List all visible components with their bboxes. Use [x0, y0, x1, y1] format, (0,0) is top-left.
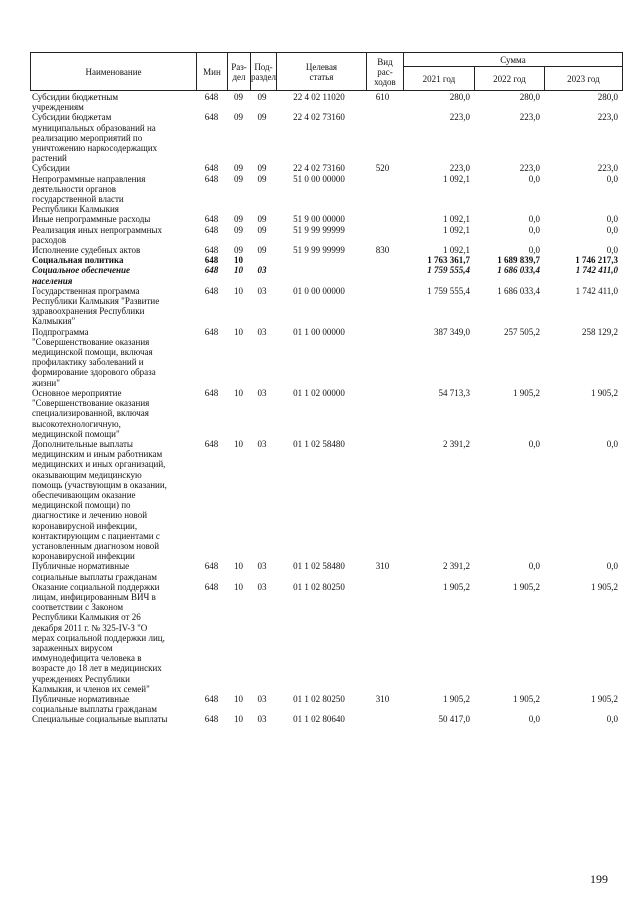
- cell-name: Субсидии: [32, 163, 70, 174]
- cell-cs: 01 0 00 00000: [293, 285, 345, 296]
- cell-y3: 0,0: [606, 714, 618, 725]
- cell-name: Публичные нормативные социальные выплаты гражданам: [32, 693, 157, 715]
- table-row: [30, 265, 620, 285]
- table-row: [30, 388, 620, 439]
- cell-cs: 51 9 00 00000: [293, 214, 345, 225]
- cell-pod: 09: [257, 92, 267, 102]
- cell-min: 648: [204, 285, 219, 296]
- cell-y3: 280,0: [597, 92, 618, 102]
- cell-min: 648: [204, 326, 219, 337]
- cell-cs: 01 1 02 80250: [293, 581, 345, 592]
- header-min: Мин: [197, 53, 228, 91]
- cell-y2: 0,0: [528, 714, 540, 725]
- cell-y3: 1 905,2: [591, 581, 618, 592]
- cell-raz: 09: [234, 92, 243, 102]
- cell-vid: [364, 388, 401, 439]
- cell-min: 648: [204, 265, 219, 276]
- header-target: Целевая статья: [276, 53, 366, 91]
- cell-name: Социальное обеспечение населения: [32, 265, 131, 286]
- cell-cs: 01 1 02 80640: [293, 714, 345, 725]
- cell-vid: 610: [375, 92, 390, 102]
- cell-pod: 03: [257, 326, 267, 337]
- cell-raz: 09: [234, 245, 243, 256]
- cell-raz: 10: [234, 581, 243, 592]
- cell-y2: 0,0: [528, 438, 540, 449]
- table-row: [30, 245, 620, 255]
- table-row: [30, 327, 620, 388]
- cell-min: 648: [204, 173, 219, 184]
- cell-y2: 1 905,2: [513, 581, 540, 592]
- cell-y1: 1 092,1: [443, 224, 470, 235]
- cell-pod: 03: [257, 387, 267, 398]
- cell-y3: 0,0: [606, 561, 618, 572]
- cell-name: Социальная политика: [32, 255, 124, 266]
- table-header: [30, 52, 623, 91]
- header-vid: Вид рас- ходов: [366, 53, 403, 91]
- cell-y1: 2 391,2: [443, 561, 470, 572]
- cell-y3: 258 129,2: [582, 326, 618, 337]
- cell-cs: 22 4 02 11020: [293, 92, 345, 102]
- cell-pod: [250, 255, 274, 265]
- cell-raz: 09: [234, 224, 243, 235]
- cell-cs: 51 9 99 99999: [293, 245, 345, 256]
- table-row: [30, 225, 620, 245]
- cell-y1: 1 905,2: [443, 693, 470, 704]
- cell-y3: 1 905,2: [591, 387, 618, 398]
- cell-vid: [364, 265, 401, 285]
- cell-vid: 310: [375, 561, 390, 572]
- cell-min: 648: [204, 714, 219, 725]
- cell-cs: 01 1 02 58480: [293, 438, 345, 449]
- table-row: [30, 255, 620, 265]
- cell-y3: 0,0: [606, 173, 618, 184]
- cell-pod: 03: [257, 581, 267, 592]
- table-row: [30, 92, 620, 112]
- cell-raz: 09: [234, 163, 243, 174]
- cell-y3: 0,0: [606, 214, 618, 225]
- header-sum: Сумма: [403, 53, 622, 67]
- cell-cs: 01 1 02 80250: [293, 693, 345, 704]
- cell-name: Непрограммные направления деятельности органов государственной власти Республики Калмыкия: [32, 173, 146, 215]
- cell-raz: 09: [234, 214, 243, 225]
- cell-cs: [274, 255, 364, 265]
- cell-vid: [364, 327, 401, 388]
- cell-y3: 0,0: [606, 224, 618, 235]
- cell-name: Реализация иных непрограммных расходов: [32, 224, 162, 245]
- cell-cs: 51 9 99 99999: [293, 224, 345, 235]
- cell-pod: 03: [257, 714, 267, 725]
- cell-cs: 01 1 00 00000: [293, 326, 345, 337]
- table-row: [30, 174, 620, 215]
- table-body: [30, 92, 620, 725]
- cell-raz: 10: [234, 561, 243, 572]
- cell-vid: [364, 225, 401, 245]
- cell-y2: 1 686 033,4: [497, 285, 540, 296]
- header-2023: 2023 год: [544, 67, 622, 91]
- cell-y2: 280,0: [519, 92, 540, 102]
- cell-vid: 830: [375, 245, 390, 256]
- header-2022: 2022 год: [474, 67, 544, 91]
- cell-min: 648: [204, 693, 219, 704]
- cell-vid: [364, 714, 401, 724]
- cell-y2: 1 686 033,4: [497, 265, 540, 276]
- cell-y3: 0,0: [606, 438, 618, 449]
- cell-raz: 10: [234, 265, 243, 276]
- cell-name: Субсидии бюджетам муниципальных образований на реализацию мероприятий по уничтожению наркосодержащих растений: [32, 112, 158, 164]
- cell-y1: 1 092,1: [443, 214, 470, 225]
- table-row: [30, 582, 620, 694]
- cell-y3: 1 742 411,0: [575, 265, 618, 276]
- cell-name: Специальные социальные выплаты: [32, 714, 168, 725]
- cell-y1: 280,0: [449, 92, 470, 102]
- cell-vid: [364, 255, 401, 265]
- cell-cs: 51 0 00 00000: [293, 173, 345, 184]
- cell-pod: 09: [257, 163, 267, 174]
- cell-min: 648: [204, 581, 219, 592]
- header-2021: 2021 год: [403, 67, 474, 91]
- cell-name: Иные непрограммные расходы: [32, 214, 151, 225]
- cell-y3: 223,0: [597, 163, 618, 174]
- cell-y2: 257 505,2: [504, 326, 540, 337]
- cell-min: 648: [204, 387, 219, 398]
- cell-y1: 1 092,1: [443, 245, 470, 256]
- cell-cs: 22 4 02 73160: [293, 163, 345, 174]
- cell-y2: 0,0: [528, 173, 540, 184]
- cell-vid: [364, 286, 401, 327]
- cell-pod: 09: [257, 224, 267, 235]
- table-row: [30, 694, 620, 714]
- cell-min: 648: [204, 214, 219, 225]
- cell-raz: 10: [234, 255, 243, 266]
- cell-y1: 1 759 555,4: [427, 285, 470, 296]
- cell-cs: 01 1 02 58480: [293, 561, 345, 572]
- cell-y3: 0,0: [606, 245, 618, 256]
- cell-y1: 387 349,0: [434, 326, 470, 337]
- cell-name: Субсидии бюджетным учреждениям: [32, 92, 119, 113]
- cell-vid: 520: [375, 163, 390, 174]
- table-row: [30, 163, 620, 173]
- cell-y1: 54 713,3: [438, 387, 470, 398]
- cell-y2: 223,0: [519, 163, 540, 174]
- cell-vid: 310: [375, 693, 390, 704]
- cell-raz: 10: [234, 326, 243, 337]
- cell-y3: 1 742 411,0: [575, 285, 618, 296]
- cell-y1: 1 092,1: [443, 173, 470, 184]
- cell-y3: 1 905,2: [591, 693, 618, 704]
- cell-name: Основное мероприятие "Совершенствование оказания специализированной, включая высокотехнологичную, медицинской помощи": [32, 387, 150, 439]
- cell-y2: 1 905,2: [513, 387, 540, 398]
- cell-raz: 09: [234, 112, 243, 123]
- cell-raz: 10: [234, 387, 243, 398]
- cell-raz: 10: [234, 714, 243, 725]
- cell-pod: 03: [257, 285, 267, 296]
- cell-pod: 09: [257, 173, 267, 184]
- cell-min: 648: [204, 224, 219, 235]
- cell-vid: [364, 582, 401, 694]
- cell-pod: 03: [257, 265, 267, 276]
- cell-min: 648: [204, 255, 219, 266]
- cell-name: Государственная программа Республики Калмыкия "Развитие здравоохранения Республики Калмыкия": [32, 285, 160, 327]
- cell-y1: 1 763 361,7: [427, 255, 470, 266]
- cell-vid: [364, 439, 401, 561]
- cell-vid: [364, 174, 401, 215]
- cell-name: Подпрограмма "Совершенствование оказания медицинской помощи, включая профилактику заболеваний и формирование здорового образа жизни": [32, 326, 156, 388]
- cell-y3: 1 746 217,3: [575, 255, 618, 266]
- cell-name: Исполнение судебных актов: [32, 245, 141, 256]
- cell-cs: 01 1 02 00000: [293, 387, 345, 398]
- cell-raz: 10: [234, 285, 243, 296]
- cell-y1: 223,0: [449, 163, 470, 174]
- cell-vid: [364, 214, 401, 224]
- cell-vid: [364, 112, 401, 163]
- cell-y2: 223,0: [519, 112, 540, 123]
- cell-pod: 03: [257, 561, 267, 572]
- cell-y1: 223,0: [449, 112, 470, 123]
- cell-y2: 1 905,2: [513, 693, 540, 704]
- header-podrazdel: Под- раздел: [251, 53, 277, 91]
- cell-pod: 03: [257, 438, 267, 449]
- cell-y1: 50 417,0: [438, 714, 470, 725]
- cell-y2: 0,0: [528, 224, 540, 235]
- table-row: [30, 286, 620, 327]
- cell-y1: 1 759 555,4: [427, 265, 470, 276]
- page-number: 199: [590, 872, 608, 886]
- table-row: [30, 112, 620, 163]
- cell-y2: 0,0: [528, 214, 540, 225]
- cell-pod: 03: [257, 693, 267, 704]
- cell-y1: 2 391,2: [443, 438, 470, 449]
- cell-min: 648: [204, 112, 219, 123]
- cell-y3: 223,0: [597, 112, 618, 123]
- table-row: [30, 214, 620, 224]
- cell-y2: 0,0: [528, 561, 540, 572]
- cell-y2: 0,0: [528, 245, 540, 256]
- cell-min: 648: [204, 245, 219, 256]
- cell-cs: 22 4 02 73160: [293, 112, 345, 123]
- cell-pod: 09: [257, 112, 267, 123]
- cell-min: 648: [204, 163, 219, 174]
- header-name: Наименование: [31, 53, 197, 91]
- cell-raz: 10: [234, 693, 243, 704]
- cell-y1: 1 905,2: [443, 581, 470, 592]
- header-razdel: Раз- дел: [228, 53, 251, 91]
- table-row: [30, 561, 620, 581]
- cell-name: Публичные нормативные социальные выплаты гражданам: [32, 561, 157, 582]
- cell-min: 648: [204, 438, 219, 449]
- cell-cs: [274, 265, 364, 285]
- table-row: [30, 714, 620, 724]
- cell-min: 648: [204, 561, 219, 572]
- cell-raz: 10: [234, 438, 243, 449]
- cell-pod: 09: [257, 245, 267, 256]
- cell-name: Оказание социальной поддержки лицам, инфицированным ВИЧ в соответствии с Законом Республики Калмыкия от 26 декабря 2011 г. № 325-IV-З "О мерах социальной поддержки лиц, зараженных вирусом иммунодефицита человека в возрасте до 18 лет в медицинских учреждениях Республики Калмыкия, и членов их семей": [32, 581, 165, 694]
- cell-y2: 1 689 839,7: [497, 255, 540, 266]
- table-row: [30, 439, 620, 561]
- cell-pod: 09: [257, 214, 267, 225]
- cell-min: 648: [204, 92, 219, 102]
- cell-raz: 09: [234, 173, 243, 184]
- cell-name: Дополнительные выплаты медицинским и иным работникам медицинских и иных организаций, оказывающим медицинскую помощь (участвующим в оказании, обеспечивающим оказание медицинской помощи) по диагностике и лечению новой коронавирусной инфекции, контактирующим с пациентами с установленным диагнозом новой коронавирусной инфекции: [32, 438, 167, 562]
